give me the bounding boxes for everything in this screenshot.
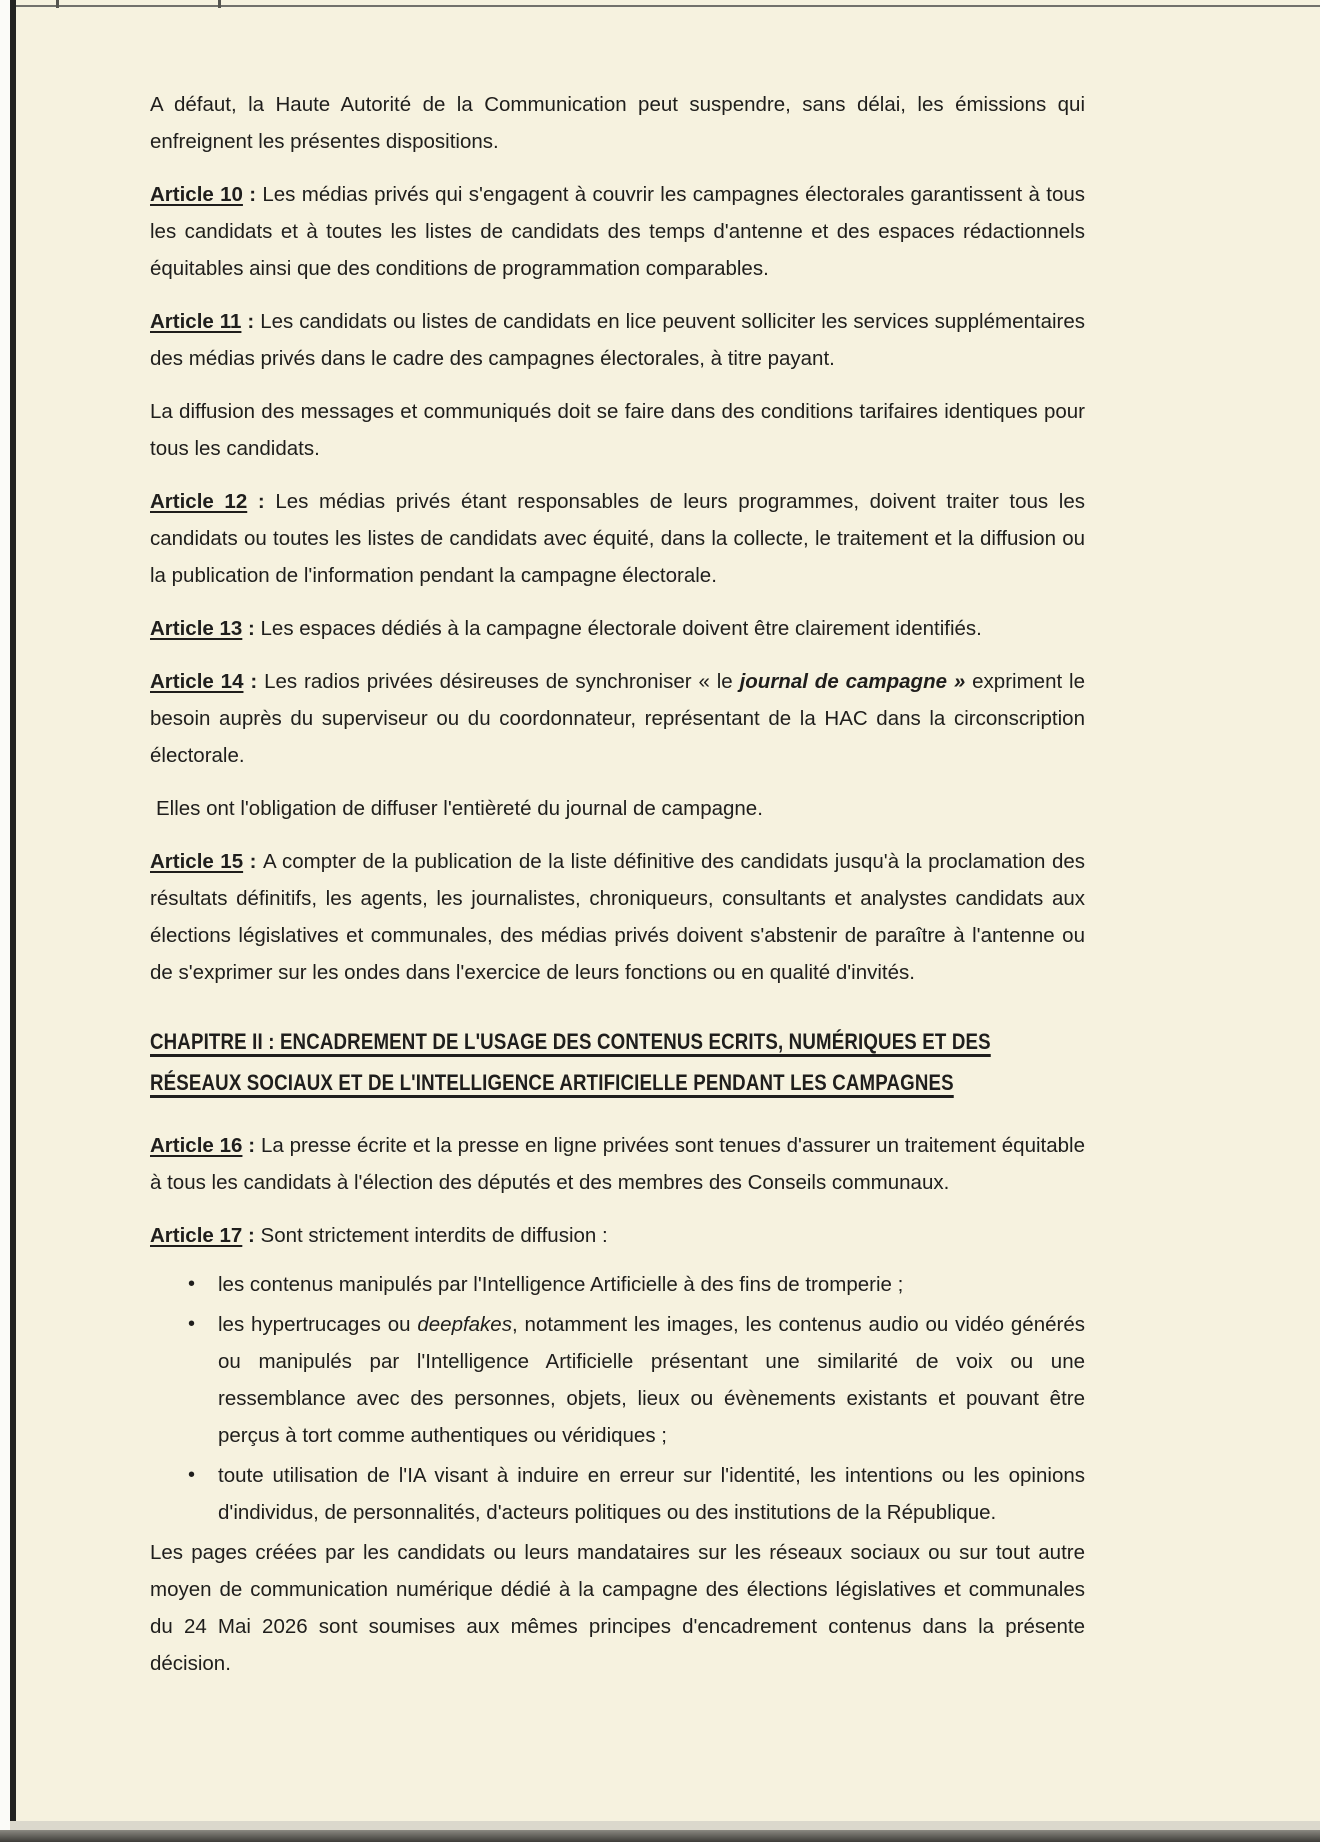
article-14-text-before: Les radios privées désireuses de synchroniser « le — [264, 670, 740, 693]
article-15-separator: : — [243, 850, 263, 873]
article-13-text: Les espaces dédiés à la campagne électorale doivent être clairement identifiés. — [260, 617, 982, 640]
article-13 — [150, 610, 1085, 647]
chapter-2-heading — [150, 1021, 1089, 1103]
article-14-text-after: expriment le besoin auprès du superviseur ou du coordonnateur, représentant de la HAC dans la circonscription électorale. — [150, 670, 1085, 767]
article-17-separator: : — [242, 1224, 261, 1247]
article-11 — [150, 303, 1085, 377]
scan-edge-left-line — [10, 0, 16, 1842]
article-17-text: Sont strictement interdits de diffusion : — [260, 1224, 608, 1247]
chapter-2-heading-line-2: RÉSEAUX SOCIAUX ET DE L'INTELLIGENCE ARTIFICIELLE PENDANT LES CAMPAGNES — [150, 1070, 954, 1095]
article-14-emphasis: journal de campagne » — [739, 670, 966, 693]
bullet-icon: • — [188, 1273, 196, 1295]
article-10-text: Les médias privés qui s'engagent à couvrir les campagnes électorales garantissent à tous les candidats et à toutes les listes de candidats des temps d'antenne et des espaces rédactionnels équitables ainsi que des conditions de programmation comparables. — [150, 183, 1085, 280]
article-15-label: Article 15 — [150, 850, 244, 873]
article-14 — [150, 663, 1085, 774]
scan-edge-top-line — [16, 5, 1320, 7]
scan-edge-bottom-bar — [0, 1830, 1320, 1842]
paragraph-closing-text: Les pages créées par les candidats ou leurs mandataires sur les réseaux sociaux ou sur tout autre moyen de communication numérique dédié à la campagne des élections législatives et communales du 24 Mai 2026 sont soumises aux mêmes principes d'encadrement contenus dans la présente décision. — [150, 1541, 1085, 1675]
article-11-separator: : — [241, 310, 261, 333]
article-10-separator: : — [242, 183, 263, 206]
chapter-2-heading-line-1: CHAPITRE II : ENCADREMENT DE L'USAGE DES CONTENUS ECRITS, NUMÉRIQUES ET DES — [150, 1029, 991, 1054]
paragraph-intro — [150, 86, 1085, 160]
list-item — [150, 1306, 1085, 1454]
article-16-separator: : — [242, 1134, 261, 1157]
article-12 — [150, 483, 1085, 594]
paragraph-intro-text: A défaut, la Haute Autorité de la Communication peut suspendre, sans délai, les émissions qui enfreignent les présentes dispositions. — [150, 93, 1085, 153]
article-14-label: Article 14 — [150, 670, 244, 693]
document-body — [150, 86, 1085, 1698]
article-11-label: Article 11 — [150, 310, 242, 333]
paragraph-tarifs-text: La diffusion des messages et communiqués doit se faire dans des conditions tarifaires identiques pour tous les candidats. — [150, 400, 1085, 460]
article-10 — [150, 176, 1085, 287]
article-12-text: Les médias privés étant responsables de leurs programmes, doivent traiter tous les candidats ou toutes les listes de candidats avec équité, dans la collecte, le traitement et la diffusion ou la publication de l'information pendant la campagne électorale. — [150, 490, 1085, 587]
list-item — [150, 1266, 1085, 1303]
article-17-label: Article 17 — [150, 1224, 243, 1247]
article-10-label: Article 10 — [150, 183, 243, 206]
prohibited-content-list — [150, 1266, 1085, 1531]
list-item — [150, 1457, 1085, 1531]
list-item-emphasis: deepfakes — [417, 1313, 512, 1336]
article-12-label: Article 12 — [150, 490, 248, 513]
paragraph-tarifs — [150, 393, 1085, 467]
bullet-icon: • — [188, 1313, 196, 1335]
article-16 — [150, 1127, 1085, 1201]
article-17 — [150, 1217, 1085, 1254]
paragraph-obligation — [150, 790, 1085, 827]
article-11-text: Les candidats ou listes de candidats en lice peuvent solliciter les services supplémentaires des médias privés dans le cadre des campagnes électorales, à titre payant. — [150, 310, 1085, 370]
scan-top-tick — [218, 0, 221, 8]
article-16-text: La presse écrite et la presse en ligne privées sont tenues d'assurer un traitement équitable à tous les candidats à l'élection des députés et des membres des Conseils communaux. — [150, 1134, 1085, 1194]
scan-edge-bottom-shadow — [10, 1821, 1320, 1830]
paragraph-obligation-text: Elles ont l'obligation de diffuser l'entièreté du journal de campagne. — [156, 797, 763, 820]
article-14-separator: : — [243, 670, 265, 693]
list-item-text: toute utilisation de l'IA visant à induire en erreur sur l'identité, les intentions ou les opinions d'individus, de personnalités, d'acteurs politiques ou des institutions de la République. — [218, 1464, 1085, 1524]
scan-edge-left-margin — [0, 0, 10, 1842]
article-16-label: Article 16 — [150, 1134, 243, 1157]
paragraph-closing — [150, 1534, 1085, 1682]
bullet-icon: • — [188, 1464, 196, 1486]
article-15-text: A compter de la publication de la liste définitive des candidats jusqu'à la proclamation des résultats définitifs, les agents, les journalistes, chroniqueurs, consultants et analystes candidats aux élections législatives et communales, des médias privés doivent s'abstenir de paraître à l'antenne ou de s'exprimer sur les ondes dans l'exercice de leurs fonctions ou en qualité d'invités. — [150, 850, 1085, 984]
article-12-separator: : — [247, 490, 276, 513]
list-item-text-after: , notamment les images, les contenus audio ou vidéo générés ou manipulés par l'Intelligence Artificielle présentant une similarité de voix ou une ressemblance avec des personnes, objets, lieux ou évènements existants et pouvant être perçus à tort comme authentiques ou véridiques ; — [218, 1313, 1085, 1447]
scan-top-tick — [56, 0, 59, 8]
article-13-separator: : — [242, 617, 261, 640]
article-13-label: Article 13 — [150, 617, 243, 640]
article-15 — [150, 843, 1085, 991]
list-item-text: les contenus manipulés par l'Intelligence Artificielle à des fins de tromperie ; — [218, 1273, 904, 1296]
list-item-text-before: les hypertrucages ou — [218, 1313, 418, 1336]
